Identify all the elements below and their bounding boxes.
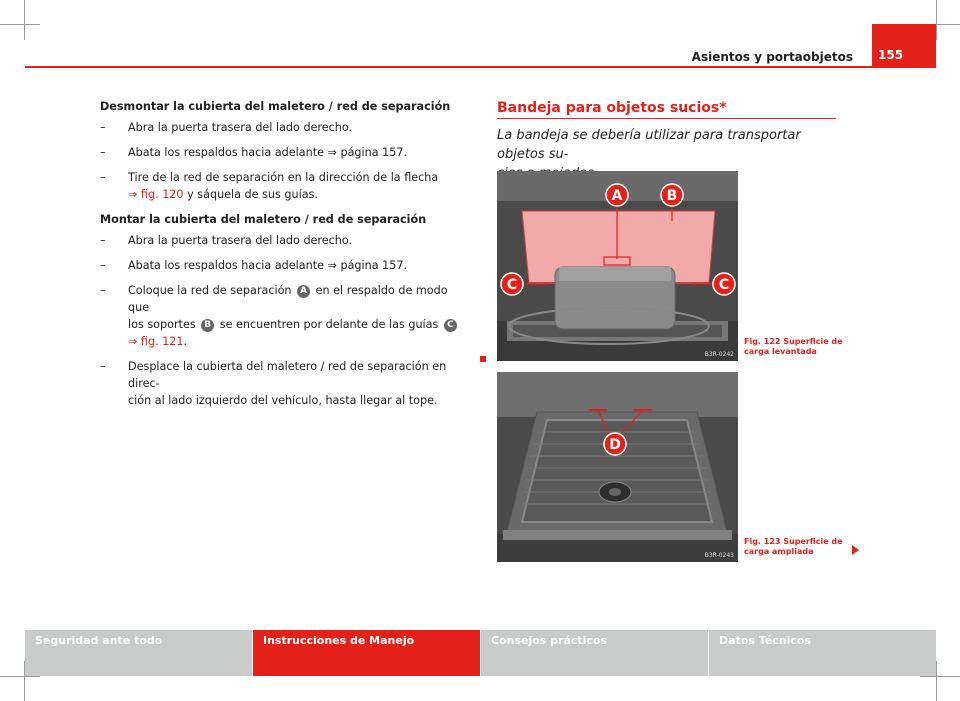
list-dash: –	[100, 259, 106, 272]
list-dash: –	[100, 146, 106, 159]
figure-label-a: A	[611, 188, 623, 204]
figure-label-c-left: C	[506, 277, 518, 293]
list-item	[100, 282, 460, 350]
page-number: 155	[878, 48, 904, 62]
list-item	[100, 144, 460, 161]
step-text: ción al lado izquierdo del vehículo, hasta llegar al tope.	[128, 394, 438, 407]
list-item	[100, 119, 460, 136]
caption-line: Fig. 123 Superficie de	[744, 537, 843, 546]
footer-tab-instrucciones[interactable]: Instrucciones de Manejo	[253, 630, 480, 676]
figure-label-d: D	[609, 437, 621, 453]
label-badge-b: B	[201, 319, 214, 332]
figure-code: B3R-0242	[704, 351, 734, 358]
crop-mark	[936, 0, 937, 40]
step-text: Abata los respaldos hacia adelante ⇒ página 157.	[128, 146, 408, 159]
step-text: se encuentren por delante de las guías	[216, 318, 442, 331]
crop-mark	[24, 0, 25, 40]
footer-tab-consejos[interactable]: Consejos prácticos	[481, 630, 708, 676]
step-text: .	[183, 335, 188, 348]
caption-line: Fig. 122 Superficie de	[744, 337, 843, 346]
figure-label-c-right: C	[718, 277, 730, 293]
step-text: Abra la puerta trasera del lado derecho.	[128, 234, 353, 247]
figure-123-image	[497, 372, 738, 562]
step-text: los soportes	[128, 318, 200, 331]
list-dash: –	[100, 171, 106, 184]
list-item	[100, 358, 460, 409]
footer-nav	[25, 630, 936, 676]
figure-122-image	[497, 171, 738, 361]
list-dash: –	[100, 234, 106, 247]
section-rule	[497, 118, 836, 119]
figure-link[interactable]: ⇒ fig. 121	[128, 335, 184, 348]
list-dash: –	[100, 121, 106, 134]
running-header-title: Asientos y portaobjetos	[691, 50, 853, 64]
lead-line: La bandeja se debería utilizar para transportar objetos su-	[497, 128, 801, 162]
footer-tab-datos[interactable]: Datos Técnicos	[709, 630, 936, 676]
step-text: en el respaldo de modo que	[128, 284, 448, 314]
crop-mark	[920, 676, 960, 677]
left-column	[100, 98, 460, 417]
figure-link[interactable]: ⇒ fig. 120	[128, 188, 184, 201]
step-text: Abata los respaldos hacia adelante ⇒ página 157.	[128, 259, 408, 272]
caption-line: carga levantada	[744, 347, 817, 356]
crop-mark	[0, 24, 40, 25]
footer-tab-seguridad[interactable]: Seguridad ante todo	[25, 630, 252, 676]
caption-line: carga ampliada	[744, 547, 814, 556]
list-dash: –	[100, 284, 106, 297]
step-text: Coloque la red de separación	[128, 284, 296, 297]
section-heading-install: Montar la cubierta del maletero / red de separación	[100, 213, 427, 226]
continue-arrow-icon	[852, 545, 859, 555]
section-heading-remove: Desmontar la cubierta del maletero / red de separación	[100, 100, 451, 113]
figure-label-b: B	[666, 188, 678, 204]
label-badge-c: C	[444, 319, 457, 332]
list-dash: –	[100, 360, 106, 373]
list-item	[100, 232, 460, 249]
figure-code: B3R-0243	[704, 552, 734, 559]
crop-mark	[0, 676, 40, 677]
step-text: Tire de la red de separación en la dirección de la flecha	[128, 171, 439, 184]
step-text: Abra la puerta trasera del lado derecho.	[128, 121, 353, 134]
step-text: y sáquela de sus guías.	[183, 188, 318, 201]
section-title: Bandeja para objetos sucios*	[497, 100, 727, 116]
section-end-mark	[480, 356, 486, 362]
list-item	[100, 257, 460, 274]
step-text: Desplace la cubierta del maletero / red de separación en direc-	[128, 360, 447, 390]
trunk-floor-raised-illustration	[497, 171, 738, 361]
list-item	[100, 169, 460, 203]
label-badge-a: A	[297, 285, 310, 298]
header-rule	[25, 66, 936, 68]
trunk-floor-extended-illustration	[497, 372, 738, 562]
figure-122-caption	[744, 337, 844, 357]
figure-123-caption	[744, 537, 844, 557]
crop-mark	[936, 661, 937, 701]
